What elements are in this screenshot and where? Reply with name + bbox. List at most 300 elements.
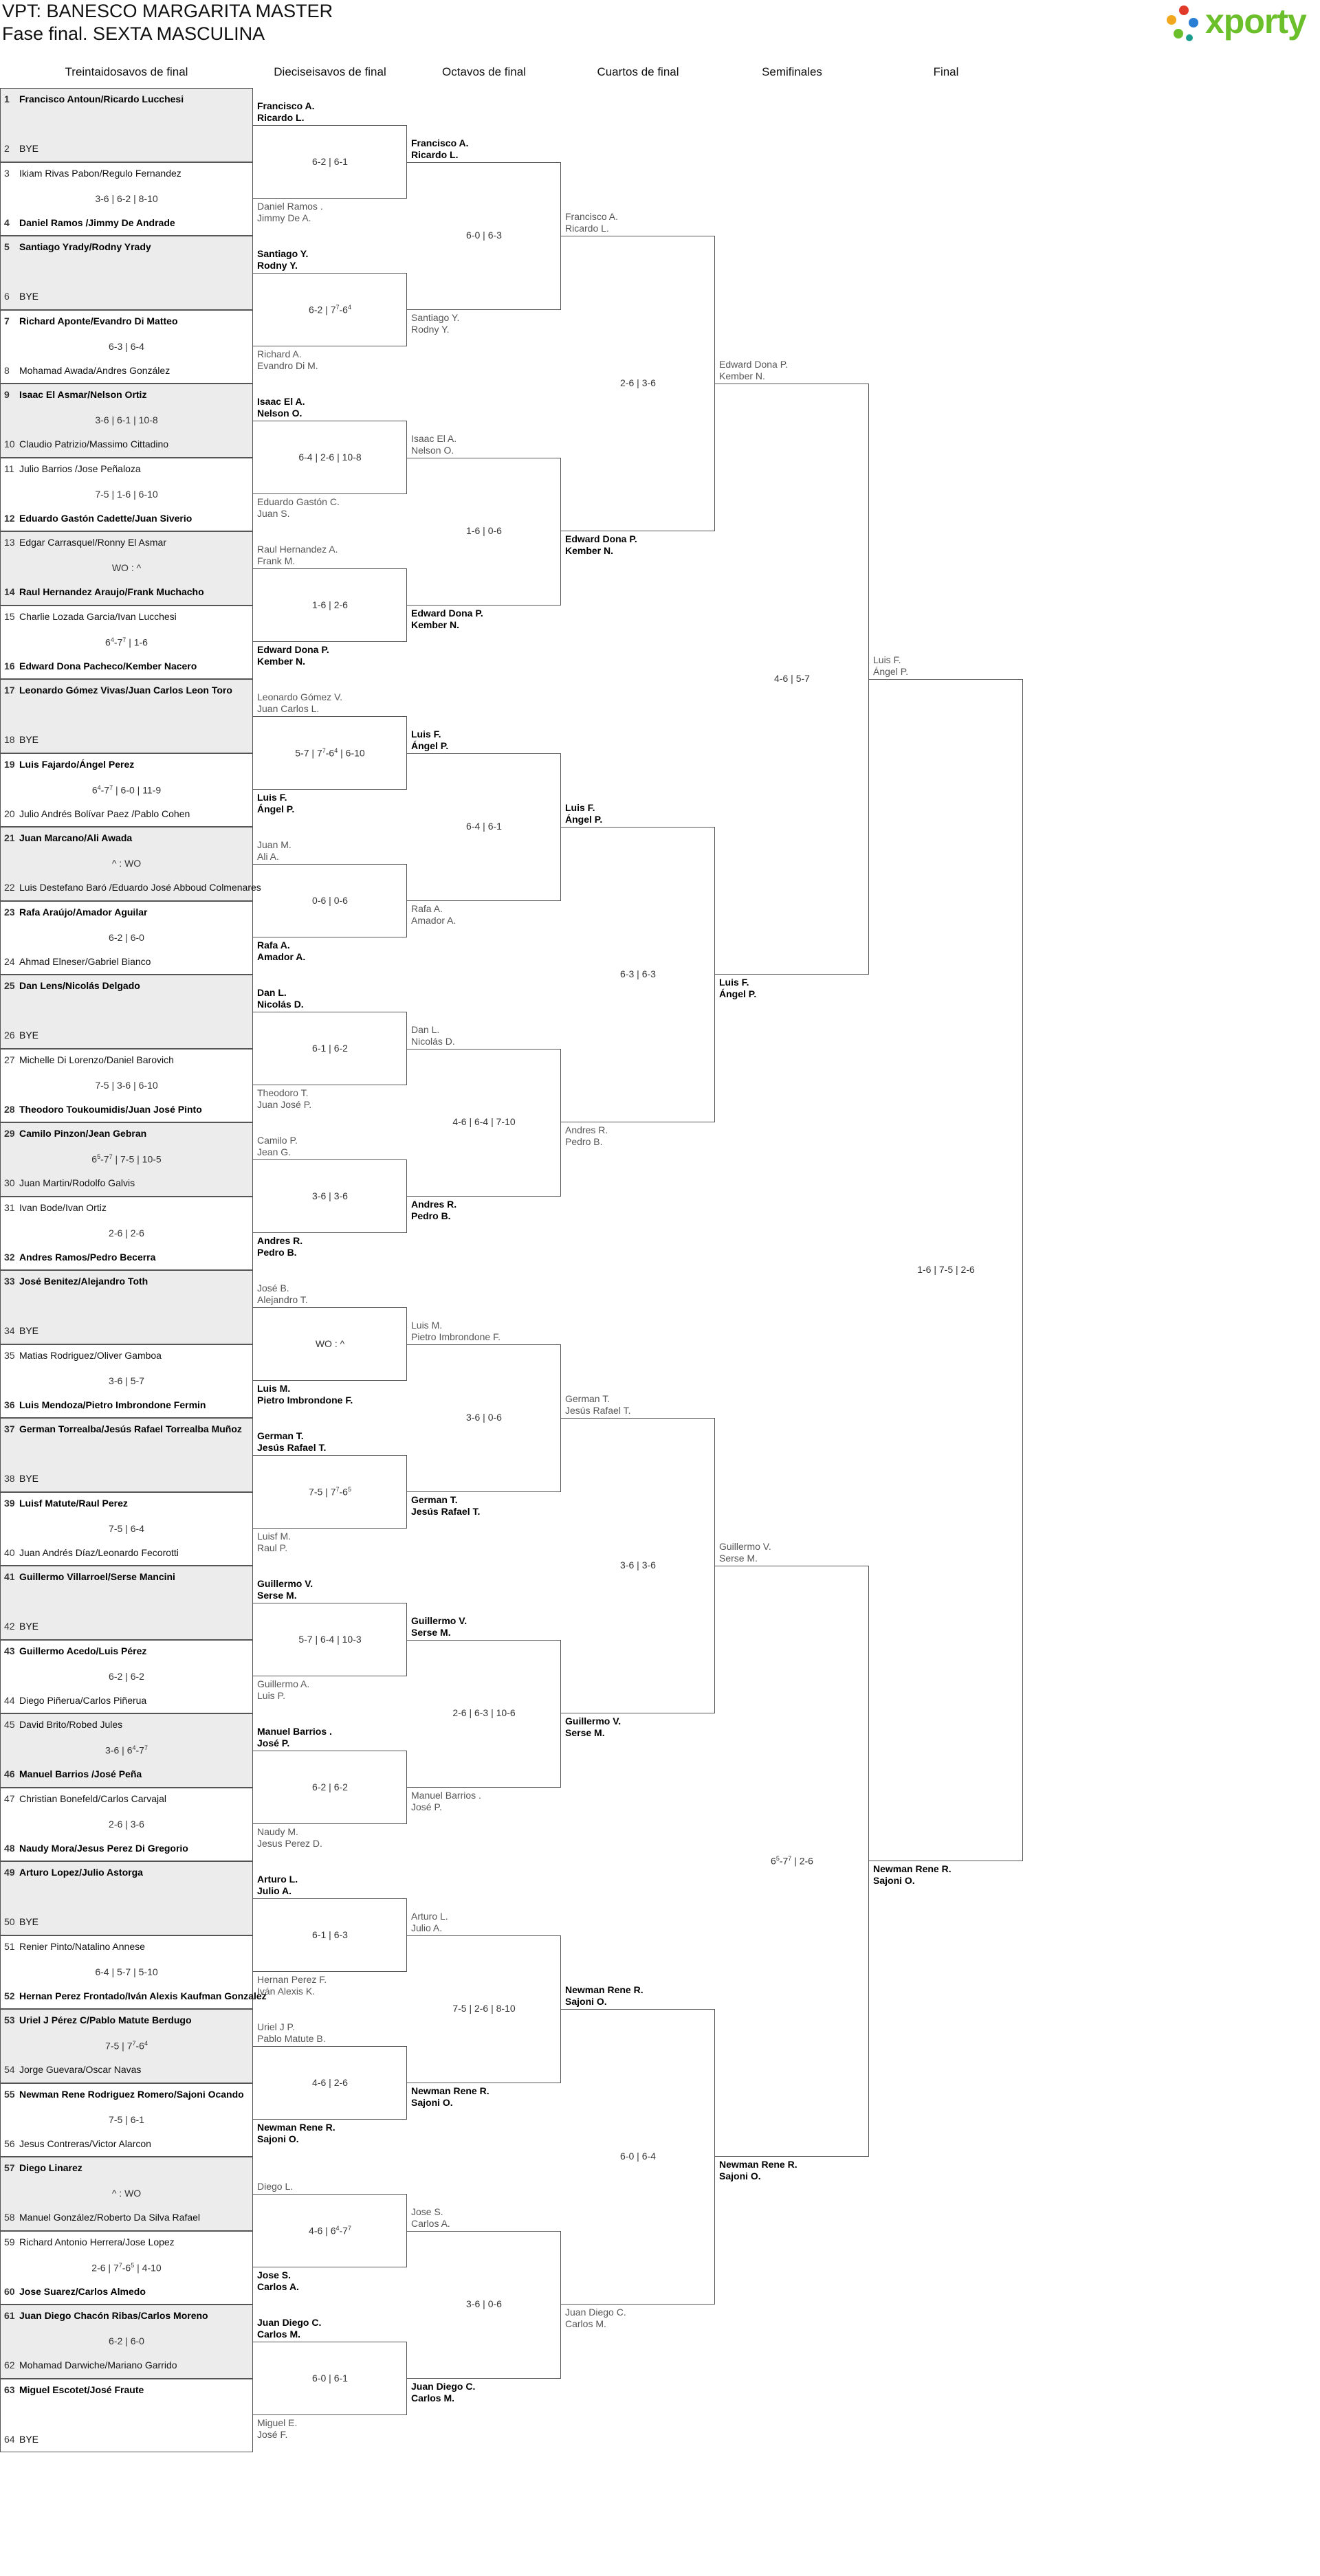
team-name: Michelle Di Lorenzo/Daniel Barovich xyxy=(19,1054,174,1065)
r1-score: $6^4-7^7$ | 1-6 xyxy=(105,636,148,648)
r1-team-a xyxy=(4,241,151,253)
r2-team-b: Luisf M. xyxy=(257,1531,292,1542)
seed-number: 40 xyxy=(4,1546,15,1558)
r1-score: 7-5 | 6-4 xyxy=(109,1522,144,1534)
r2-score: 1-6 | 2-6 xyxy=(312,599,348,610)
team-name: Luis Fajardo/Ángel Perez xyxy=(19,758,135,770)
r2-score: 6-2 | 6-2 xyxy=(312,1781,348,1792)
r1-team-a xyxy=(4,685,232,696)
r1-score: 3-6 | 6-1 | 10-8 xyxy=(95,414,158,425)
r5-team-a: Guillermo V. xyxy=(719,1541,771,1552)
r3-team-b: Andres R. xyxy=(411,1198,457,1210)
team-name: Diego Piñerua/Carlos Piñerua xyxy=(19,1694,147,1706)
round-header-r4: Cuartos de final xyxy=(597,65,679,78)
round-header-r5: Semifinales xyxy=(762,65,822,78)
round-header-r3: Octavos de final xyxy=(442,65,526,78)
r1-team-b xyxy=(4,1990,267,2002)
team-name: Diego Linarez xyxy=(19,2162,82,2173)
r3-team-a: Serse M. xyxy=(411,1626,451,1638)
r2-team-a: Isaac El A. xyxy=(257,395,305,407)
r2-team-a: Frank M. xyxy=(257,555,296,566)
r4-team-a: German T. xyxy=(565,1393,610,1404)
seed-number: 25 xyxy=(4,980,15,991)
seed-number: 55 xyxy=(4,2088,15,2100)
r2-team-b: Hernan Perez F. xyxy=(257,1974,327,1986)
r3-team-b: Edward Dona P. xyxy=(411,607,483,619)
r2-team-b: Richard A. xyxy=(257,348,302,360)
team-name: Rafa Araújo/Amador Aguilar xyxy=(19,906,148,918)
r2-team-b: Pedro B. xyxy=(257,1247,297,1258)
seed-number: 39 xyxy=(4,1497,15,1509)
r1-team-b xyxy=(4,2286,146,2298)
seed-number: 56 xyxy=(4,2138,15,2149)
r1-score: 2-6 | $7^7-6^5$ | 4-10 xyxy=(91,2261,162,2274)
team-name: Renier Pinto/Natalino Annese xyxy=(19,1940,145,1952)
r4-score: 3-6 | 3-6 xyxy=(620,1559,656,1570)
r2-team-b: Luis F. xyxy=(257,792,287,803)
r1-team-a xyxy=(4,832,132,844)
team-name: Ivan Bode/Ivan Ortiz xyxy=(19,1201,107,1213)
r3-score: 2-6 | 6-3 | 10-6 xyxy=(452,1707,516,1718)
r1-team-b xyxy=(4,586,204,598)
seed-number: 50 xyxy=(4,1916,15,1927)
team-name: Camilo Pinzon/Jean Gebran xyxy=(19,1128,147,1139)
team-name: Eduardo Gastón Cadette/Juan Siverio xyxy=(19,512,192,524)
r1-score: 2-6 | 2-6 xyxy=(109,1227,144,1239)
r2-team-b: Kember N. xyxy=(257,656,306,667)
r2-score: 6-1 | 6-3 xyxy=(312,1929,348,1940)
r1-team-a xyxy=(4,1350,162,1362)
r4-team-b: Guillermo V. xyxy=(565,1716,622,1726)
team-name: Naudy Mora/Jesus Perez Di Gregorio xyxy=(19,1842,188,1854)
r3-team-a: Luis F. xyxy=(411,728,441,740)
r3-team-b: Jesús Rafael T. xyxy=(411,1505,481,1517)
team-name: Andres Ramos/Pedro Becerra xyxy=(19,1251,156,1263)
r1-team-a xyxy=(4,537,166,548)
r3-team-b: Juan Diego C. xyxy=(411,2380,476,2392)
r1-team-a xyxy=(4,907,147,918)
team-name: Daniel Ramos /Jimmy De Andrade xyxy=(19,216,175,228)
team-name: German Torrealba/Jesús Rafael Torrealba Muñoz xyxy=(19,1423,242,1434)
r2-team-b: José F. xyxy=(257,2429,288,2441)
seed-number: 3 xyxy=(4,167,10,179)
r1-team-a xyxy=(4,93,184,105)
r2-team-a: José P. xyxy=(257,1737,290,1748)
seed-number: 62 xyxy=(4,2360,15,2370)
r2-team-a: Jesús Rafael T. xyxy=(257,1441,327,1453)
r5-team-b: Newman Rene R. xyxy=(719,2159,798,2170)
r2-team-b: Juan José P. xyxy=(257,1099,312,1111)
seed-number: 27 xyxy=(4,1054,15,1065)
r1-team-a xyxy=(4,611,177,623)
r3-score: 3-6 | 0-6 xyxy=(466,2298,502,2309)
r4-score: 2-6 | 3-6 xyxy=(620,377,656,388)
team-name: Isaac El Asmar/Nelson Ortiz xyxy=(19,389,147,400)
team-name: Luisf Matute/Raul Perez xyxy=(19,1497,128,1509)
r2-team-b: Newman Rene R. xyxy=(257,2122,336,2133)
r2-team-a: Guillermo V. xyxy=(257,1577,314,1589)
r2-team-a: Raul Hernandez A. xyxy=(257,543,338,555)
team-name: Hernan Perez Frontado/Iván Alexis Kaufman Gonzalez xyxy=(19,1990,267,2001)
r3-team-a: Isaac El A. xyxy=(411,432,457,444)
team-name: Juan Diego Chacón Ribas/Carlos Moreno xyxy=(19,2310,208,2321)
team-name: Juan Andrés Díaz/Leonardo Fecorotti xyxy=(19,1546,179,1558)
team-name: Raul Hernandez Araujo/Frank Muchacho xyxy=(19,586,204,597)
seed-number: 5 xyxy=(4,241,10,252)
team-name: Juan Marcano/Ali Awada xyxy=(19,832,133,843)
r2-team-b: Jimmy De A. xyxy=(257,212,311,224)
r1-team-b xyxy=(4,1177,135,1189)
r2-team-b: Luis P. xyxy=(257,1690,285,1702)
seed-number: 17 xyxy=(4,685,15,696)
r2-team-a: Leonardo Gómez V. xyxy=(257,691,343,702)
r3-team-a: Ricardo L. xyxy=(411,148,459,160)
r4-team-b: Juan Diego C. xyxy=(565,2307,626,2318)
seed-number: 53 xyxy=(4,2014,15,2025)
seed-number: 12 xyxy=(4,512,15,524)
r1-team-a xyxy=(4,463,141,475)
r4-team-a: Ángel P. xyxy=(565,814,603,825)
team-name: Jose Suarez/Carlos Almedo xyxy=(19,2285,146,2297)
r4-score: 6-0 | 6-4 xyxy=(620,2151,656,2162)
r1-team-a xyxy=(4,1054,174,1066)
r4-team-b: Edward Dona P. xyxy=(565,533,637,544)
r1-team-b xyxy=(4,734,38,746)
r1-team-b xyxy=(4,1104,202,1115)
seed-number: 10 xyxy=(4,438,15,449)
r1-team-b xyxy=(4,1030,38,1041)
r3-team-a: Carlos A. xyxy=(411,2217,450,2229)
r3-score: 6-4 | 6-1 xyxy=(466,821,502,832)
team-name: Julio Andrés Bolívar Paez /Pablo Cohen xyxy=(19,808,190,819)
seed-number: 33 xyxy=(4,1276,15,1287)
r1-team-b xyxy=(4,1399,206,1411)
r1-team-a xyxy=(4,1498,128,1509)
r6-team-b: Sajoni O. xyxy=(873,1875,915,1886)
r1-team-b xyxy=(4,2212,200,2223)
team-name: Luis Destefano Baró /Eduardo José Abboud Colmenares xyxy=(19,882,261,893)
team-name: Manuel Barrios /José Peña xyxy=(19,1768,142,1779)
team-name: David Brito/Robed Jules xyxy=(19,1719,123,1730)
r1-score: 6-2 | 6-0 xyxy=(109,2335,144,2346)
seed-number: 29 xyxy=(4,1128,15,1139)
r1-team-a xyxy=(4,168,182,179)
r1-team-b xyxy=(4,1547,179,1559)
r2-team-b: Daniel Ramos . xyxy=(257,201,323,212)
r2-team-a: Juan M. xyxy=(257,839,292,850)
r6-team-a: Ángel P. xyxy=(873,666,909,677)
r4-team-b: Andres R. xyxy=(565,1124,608,1135)
r2-team-b: Evandro Di M. xyxy=(257,360,318,372)
r3-score: 3-6 | 0-6 xyxy=(466,1412,502,1423)
team-name: Claudio Patrizio/Massimo Cittadino xyxy=(19,438,169,449)
seed-number: 34 xyxy=(4,1325,15,1336)
seed-number: 6 xyxy=(4,291,10,302)
seed-number: 47 xyxy=(4,1792,15,1804)
r2-team-a: Ricardo L. xyxy=(257,111,305,123)
seed-number: 51 xyxy=(4,1940,15,1952)
seed-number: 2 xyxy=(4,143,10,154)
r1-team-b xyxy=(4,2360,177,2371)
r3-team-a: Pietro Imbrondone F. xyxy=(411,1331,500,1342)
r2-team-a: Julio A. xyxy=(257,1885,292,1896)
seed-number: 28 xyxy=(4,1103,15,1115)
r6-team-b: Newman Rene R. xyxy=(873,1863,952,1874)
r6-team-a: Luis F. xyxy=(873,654,901,665)
r1-team-a xyxy=(4,1423,242,1435)
r4-score: 6-3 | 6-3 xyxy=(620,968,656,979)
seed-number: 41 xyxy=(4,1571,15,1582)
seed-number: 38 xyxy=(4,1473,15,1484)
r1-team-b xyxy=(4,2434,38,2445)
round-header-r2: Dieciseisavos de final xyxy=(274,65,386,78)
seed-number: 36 xyxy=(4,1399,15,1410)
team-name: Matias Rodriguez/Oliver Gamboa xyxy=(19,1349,162,1361)
r2-team-b: Juan S. xyxy=(257,508,290,520)
r1-score: 7-5 | 6-1 xyxy=(109,2113,144,2125)
r5-team-a: Edward Dona P. xyxy=(719,359,789,370)
r1-score: 7-5 | $7^7-6^4$ xyxy=(105,2040,148,2052)
r3-team-a: Nicolás D. xyxy=(411,1035,455,1047)
r2-team-b: Raul P. xyxy=(257,1542,288,1554)
r3-team-b: Rodny Y. xyxy=(411,323,450,335)
r1-team-b xyxy=(4,291,38,302)
r2-team-b: Theodoro T. xyxy=(257,1087,309,1099)
r6-score: 1-6 | 7-5 | 2-6 xyxy=(917,1264,975,1275)
team-name: Miguel Escotet/José Fraute xyxy=(19,2384,144,2395)
team-name: Guillermo Villarroel/Serse Mancini xyxy=(19,1571,175,1582)
r2-score: WO : ^ xyxy=(315,1337,345,1349)
r1-team-a xyxy=(4,2310,208,2322)
r4-team-a: Sajoni O. xyxy=(565,1996,607,2007)
r1-team-b xyxy=(4,1768,142,1780)
r1-team-b xyxy=(4,1325,38,1337)
r2-team-b: Guillermo A. xyxy=(257,1678,310,1690)
r2-team-b: Carlos A. xyxy=(257,2281,299,2293)
r1-team-b xyxy=(4,217,175,229)
seed-number: 11 xyxy=(4,463,14,474)
r2-team-b: Jesus Perez D. xyxy=(257,1838,322,1850)
r2-team-b: Andres R. xyxy=(257,1235,303,1247)
r3-team-a: Guillermo V. xyxy=(411,1614,468,1626)
r1-team-a xyxy=(4,1645,146,1657)
team-name: BYE xyxy=(19,1030,39,1041)
r2-score: 6-2 | 6-1 xyxy=(312,155,348,167)
team-name: José Benitez/Alejandro Toth xyxy=(19,1276,148,1287)
team-name: Theodoro Toukoumidis/Juan José Pinto xyxy=(19,1103,202,1115)
r2-team-a: Juan Diego C. xyxy=(257,2316,322,2328)
seed-number: 22 xyxy=(4,882,15,893)
seed-number: 15 xyxy=(4,610,15,622)
r3-team-a: Luis M. xyxy=(411,1319,443,1331)
r1-score: 3-6 | $6^4-7^7$ xyxy=(105,1744,148,1756)
team-name: Christian Bonefeld/Carlos Carvajal xyxy=(19,1792,166,1804)
seed-number: 35 xyxy=(4,1349,15,1361)
team-name: Jesus Contreras/Victor Alarcon xyxy=(19,2138,151,2149)
r3-score: 6-0 | 6-3 xyxy=(466,230,502,241)
team-name: BYE xyxy=(19,1325,39,1336)
r3-team-a: Nelson O. xyxy=(411,444,454,456)
r2-score: 6-2 | $7^7-6^4$ xyxy=(309,303,351,315)
r2-team-a: Rodny Y. xyxy=(257,259,298,271)
r1-team-a xyxy=(4,2014,192,2026)
seed-number: 59 xyxy=(4,2236,15,2247)
seed-number: 64 xyxy=(4,2433,15,2445)
seed-number: 20 xyxy=(4,808,15,819)
seed-number: 61 xyxy=(4,2310,15,2321)
r5-team-b: Ángel P. xyxy=(719,988,757,999)
r1-team-b xyxy=(4,438,168,450)
r1-team-a xyxy=(4,2384,144,2396)
r2-score: 6-0 | 6-1 xyxy=(312,2372,348,2384)
r1-team-b xyxy=(4,365,170,377)
r1-team-a xyxy=(4,1276,148,1287)
r1-team-b xyxy=(4,1473,38,1485)
r1-team-a xyxy=(4,1941,145,1953)
r1-team-b xyxy=(4,513,192,524)
r1-team-a xyxy=(4,1128,146,1140)
r1-team-b xyxy=(4,1916,38,1928)
r2-team-b: Edward Dona P. xyxy=(257,644,329,656)
r2-team-a: Pablo Matute B. xyxy=(257,2032,326,2044)
team-name: Edward Dona Pacheco/Kember Nacero xyxy=(19,660,197,671)
r2-score: 6-4 | 2-6 | 10-8 xyxy=(298,451,362,463)
seed-number: 60 xyxy=(4,2285,15,2297)
seed-number: 4 xyxy=(4,216,10,228)
r2-team-b: Miguel E. xyxy=(257,2417,298,2429)
seed-number: 14 xyxy=(4,586,15,597)
r1-score: 6-4 | 5-7 | 5-10 xyxy=(95,1966,158,1977)
r2-team-b: Amador A. xyxy=(257,951,306,963)
seed-number: 1 xyxy=(4,93,10,104)
r3-score: 4-6 | 6-4 | 7-10 xyxy=(452,1116,516,1127)
r1-score: $6^4-7^7$ | 6-0 | 11-9 xyxy=(91,784,162,796)
r4-team-a: Francisco A. xyxy=(565,211,619,222)
r2-team-a: Serse M. xyxy=(257,1589,297,1601)
r4-team-a: Luis F. xyxy=(565,802,595,813)
r1-team-b xyxy=(4,1843,188,1854)
r1-team-a xyxy=(4,2236,175,2248)
r2-team-a: Jean G. xyxy=(257,1146,292,1157)
r2-score: 5-7 | $7^7-6^4$ | 6-10 xyxy=(295,746,365,759)
r1-team-a xyxy=(4,1202,107,1214)
team-name: Arturo Lopez/Julio Astorga xyxy=(19,1867,143,1878)
r1-team-b xyxy=(4,2064,141,2076)
team-name: Richard Aponte/Evandro Di Matteo xyxy=(19,315,178,326)
r1-team-b xyxy=(4,660,197,672)
r1-score: 6-3 | 6-4 xyxy=(109,340,144,352)
r2-team-a: Diego L. xyxy=(257,2180,294,2192)
r5-team-a: Serse M. xyxy=(719,1553,758,1564)
seed-number: 63 xyxy=(4,2384,15,2395)
r3-team-b: Newman Rene R. xyxy=(411,2085,490,2096)
round-header-r6: Final xyxy=(933,65,959,78)
r3-team-a: Francisco A. xyxy=(411,137,469,148)
r3-team-b: Rafa A. xyxy=(411,902,443,914)
r1-team-b xyxy=(4,2138,151,2150)
r1-team-b xyxy=(4,1621,38,1632)
r3-team-a: Dan L. xyxy=(411,1023,440,1035)
r2-team-a: Nelson O. xyxy=(257,407,302,419)
r2-team-a: Camilo P. xyxy=(257,1134,298,1146)
team-name: Ahmad Elneser/Gabriel Bianco xyxy=(19,955,151,967)
r2-team-a: Manuel Barrios . xyxy=(257,1725,332,1737)
r2-team-a: Uriel J P. xyxy=(257,2021,295,2032)
r2-score: 5-7 | 6-4 | 10-3 xyxy=(298,1633,362,1645)
team-name: Ikiam Rivas Pabon/Regulo Fernandez xyxy=(19,167,182,179)
team-name: Uriel J Pérez C/Pablo Matute Berdugo xyxy=(19,2014,192,2025)
r2-score: 6-1 | 6-2 xyxy=(312,1042,348,1054)
r4-team-b: Kember N. xyxy=(565,545,614,556)
r5-score: 4-6 | 5-7 xyxy=(774,673,810,684)
seed-number: 9 xyxy=(4,389,10,400)
seed-number: 26 xyxy=(4,1030,15,1041)
seed-number: 24 xyxy=(4,955,15,967)
r5-team-b: Sajoni O. xyxy=(719,2170,761,2181)
team-name: Mohamad Darwiche/Mariano Garrido xyxy=(19,2360,177,2370)
seed-number: 32 xyxy=(4,1251,15,1263)
r3-team-b: Santiago Y. xyxy=(411,311,460,323)
r2-team-b: Ángel P. xyxy=(257,803,295,815)
r1-team-a xyxy=(4,2162,82,2174)
team-name: BYE xyxy=(19,1473,39,1484)
seed-number: 7 xyxy=(4,315,10,326)
r3-score: 1-6 | 0-6 xyxy=(466,525,502,536)
r4-team-a: Newman Rene R. xyxy=(565,1984,644,1995)
team-name: Francisco Antoun/Ricardo Lucchesi xyxy=(19,93,184,104)
r2-team-b: Sajoni O. xyxy=(257,2133,299,2145)
team-name: Juan Martin/Rodolfo Galvis xyxy=(19,1177,135,1188)
team-name: Jorge Guevara/Oscar Navas xyxy=(19,2064,142,2075)
seed-number: 58 xyxy=(4,2212,15,2223)
r2-team-b: Eduardo Gastón C. xyxy=(257,496,340,508)
r1-team-a xyxy=(4,759,134,770)
seed-number: 46 xyxy=(4,1768,15,1779)
seed-number: 45 xyxy=(4,1719,15,1730)
team-name: Luis Mendoza/Pietro Imbrondone Fermin xyxy=(19,1399,206,1410)
r5-team-a: Kember N. xyxy=(719,370,765,381)
r1-score: $6^5-7^7$ | 7-5 | 10-5 xyxy=(91,1153,162,1165)
r2-score: 4-6 | $6^4-7^7$ xyxy=(309,2224,351,2236)
r1-score: 7-5 | 1-6 | 6-10 xyxy=(95,488,158,500)
r1-team-b xyxy=(4,808,190,820)
r3-team-b: Kember N. xyxy=(411,619,460,630)
seed-number: 23 xyxy=(4,906,15,918)
seed-number: 30 xyxy=(4,1177,15,1188)
r1-team-a xyxy=(4,1867,143,1878)
logo-text: xporty xyxy=(1205,2,1306,41)
r1-team-a xyxy=(4,980,140,992)
seed-number: 21 xyxy=(4,832,15,843)
team-name: Julio Barrios /Jose Peñaloza xyxy=(19,463,141,474)
r3-team-a: Julio A. xyxy=(411,1922,443,1933)
r3-team-a: Ángel P. xyxy=(411,740,449,751)
r1-team-a xyxy=(4,1719,122,1731)
team-name: Leonardo Gómez Vivas/Juan Carlos Leon Toro xyxy=(19,685,232,696)
team-name: Mohamad Awada/Andres González xyxy=(19,364,170,376)
r3-team-b: German T. xyxy=(411,1494,458,1505)
r4-team-b: Carlos M. xyxy=(565,2318,606,2329)
r2-team-a: Santiago Y. xyxy=(257,247,309,259)
r1-score: 3-6 | 6-2 | 8-10 xyxy=(95,192,158,204)
r2-team-a: Alejandro T. xyxy=(257,1293,308,1305)
r2-score: 0-6 | 0-6 xyxy=(312,894,348,906)
r3-score: 7-5 | 2-6 | 8-10 xyxy=(452,2003,516,2014)
r2-team-b: Naudy M. xyxy=(257,1826,298,1838)
r2-score: 7-5 | $7^7-6^5$ xyxy=(309,1485,351,1498)
r2-team-b: Jose S. xyxy=(257,2269,292,2281)
seed-number: 16 xyxy=(4,660,15,671)
